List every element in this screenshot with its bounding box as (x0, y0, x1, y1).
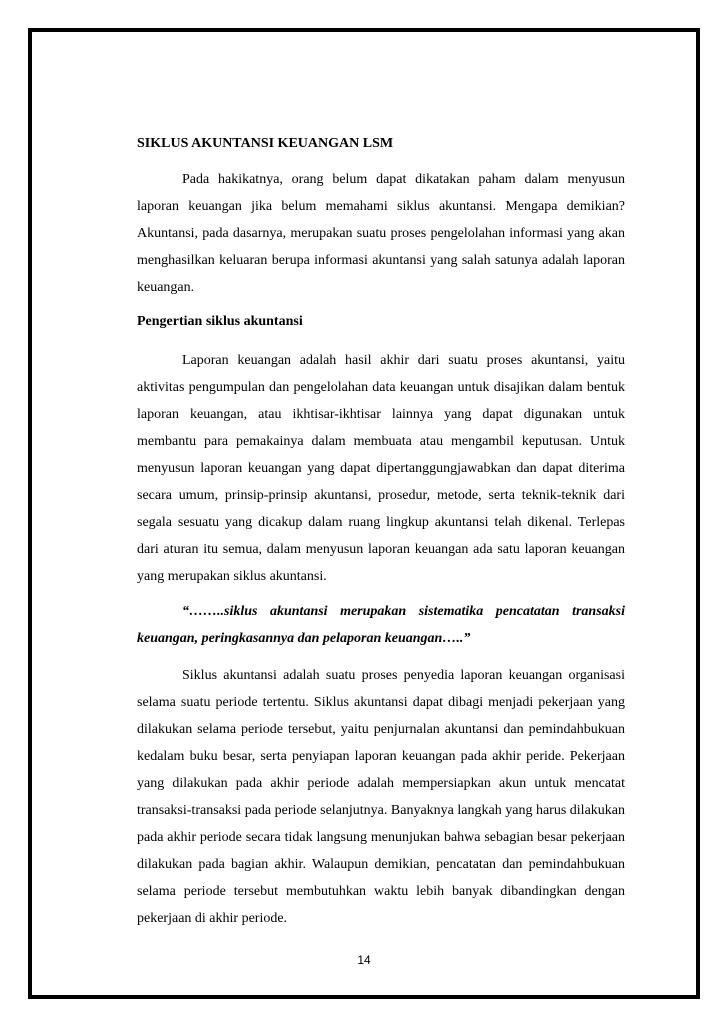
paragraph-definition: Laporan keuangan adalah hasil akhir dari suatu proses akuntansi, yaitu aktivitas pengumpulan dan pengelolahan data keuangan untuk disajikan dalam bentuk laporan keuangan, atau ikhtisar-ikhtisar lainnya yang dapat digunakan untuk membantu para pemakainya dalam membuata atau mengambil keputusan. Untuk menyusun laporan keuangan yang dapat dipertanggungjawabkan dan dapat diterima secara umum, prinsip-prinsip akuntansi, prosedur, metode, serta teknik-teknik dari segala sesuatu yang dicakup dalam ruang lingkup akuntansi telah dikenal. Terlepas dari aturan itu semua, dalam menyusun laporan keuangan ada satu laporan keuangan yang merupakan siklus akuntansi. (137, 353, 625, 584)
document-body (137, 134, 625, 932)
quote-block: “……..siklus akuntansi merupakan sistematika pencatatan transaksi keuangan, peringkasannya dan pelaporan keuangan…..” (137, 604, 625, 646)
document-title: SIKLUS AKUNTANSI KEUANGAN LSM (137, 136, 394, 151)
page-number: 14 (357, 953, 371, 967)
section-heading: Pengertian siklus akuntansi (137, 314, 303, 329)
paragraph-cycle: Siklus akuntansi adalah suatu proses penyedia laporan keuangan organisasi selama suatu periode tertentu. Siklus akuntansi dapat dibagi menjadi pekerjaan yang dilakukan selama periode tersebut, yaitu penjurnalan akuntansi dan pemindahbukuan kedalam buku besar, serta penyiapan laporan keuangan pada akhir peride. Pekerjaan yang dilakukan pada akhir periode adalah mempersiapkan akun untuk mencatat transaksi-transaksi pada periode selanjutnya. Banyaknya langkah yang harus dilakukan pada akhir periode secara tidak langsung menunjukan bahwa sebagian besar pekerjaan dilakukan pada bagian akhir. Walaupun demikian, pencatatan dan pemindahbukuan selama periode tersebut membutuhkan waktu lebih banyak dibandingkan dengan pekerjaan di akhir periode. (137, 668, 625, 926)
paragraph-intro: Pada hakikatnya, orang belum dapat dikatakan paham dalam menyusun laporan keuangan jika belum memahami siklus akuntansi. Mengapa demikian? Akuntansi, pada dasarnya, merupakan suatu proses pengelolahan informasi yang akan menghasilkan keluaran berupa informasi akuntansi yang salah satunya adalah laporan keuangan. (137, 172, 625, 295)
